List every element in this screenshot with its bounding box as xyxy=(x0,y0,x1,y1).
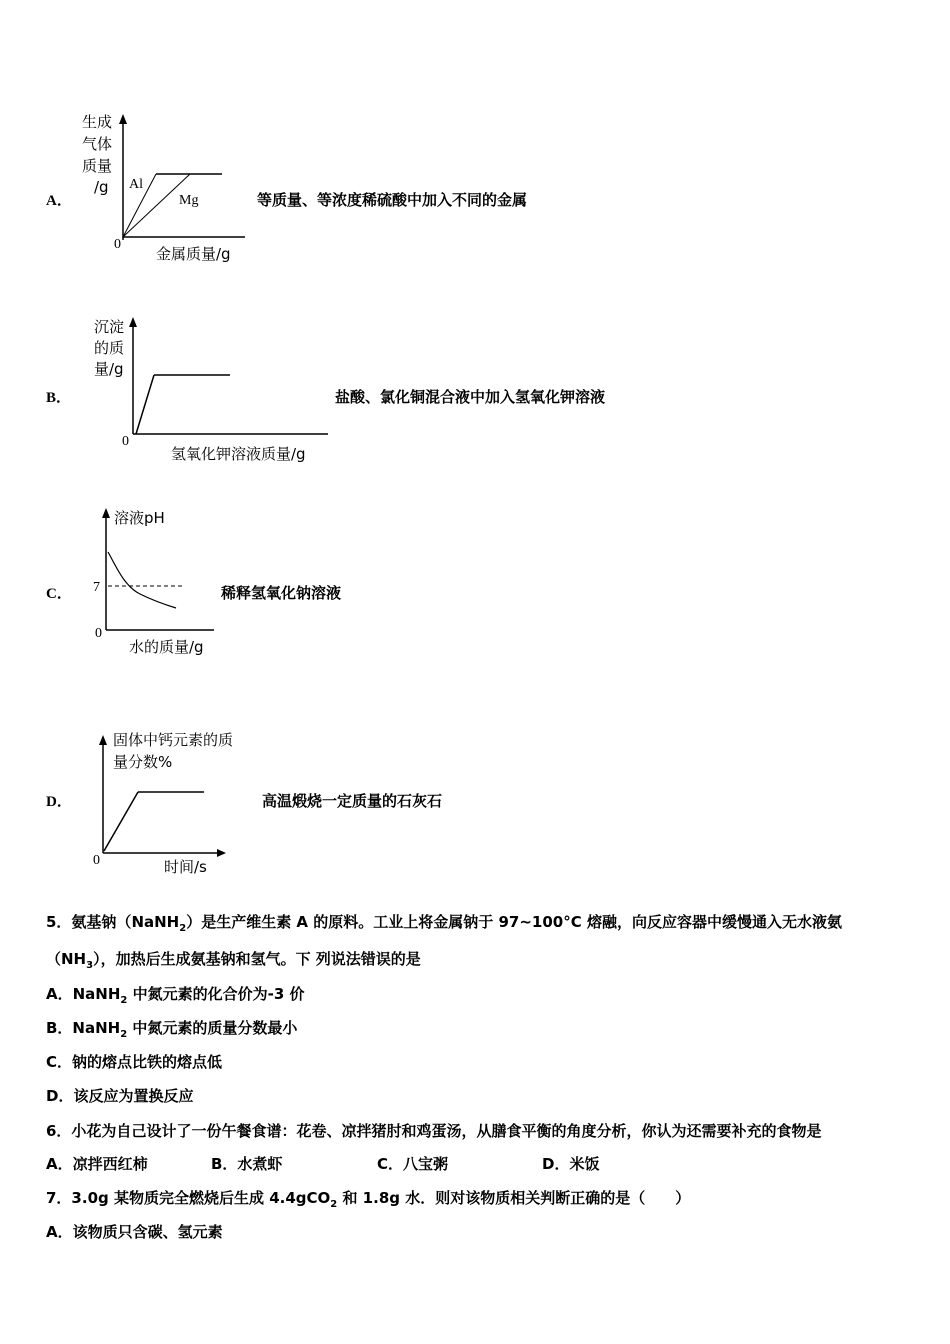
q6-option-c[interactable]: C．八宝粥 xyxy=(377,1155,449,1173)
q5-line1-sub: 2 xyxy=(179,923,187,934)
option-a-description: 等质量、等浓度稀硫酸中加入不同的金属 xyxy=(257,191,528,209)
q5-line1-part-a: 5．氨基钠（NaNH xyxy=(46,913,180,931)
q5-option-b-post: 中氮元素的质量分数最小 xyxy=(127,1019,298,1037)
option-b-description: 盐酸、氯化铜混合液中加入氢氧化钾溶液 xyxy=(335,388,606,406)
graph-d-origin: 0 xyxy=(93,853,100,868)
graph-b-ylabel-3: 量/g xyxy=(94,360,124,378)
q7-stem-sub: 2 xyxy=(330,1199,338,1210)
q5-option-a-post: 中氮元素的化合价为-3 价 xyxy=(127,985,305,1003)
graph-c-xlabel: 水的质量/g xyxy=(129,638,204,656)
q5-option-a[interactable] xyxy=(46,983,304,1006)
q5-option-d-text: D．该反应为置换反应 xyxy=(46,1087,194,1105)
q5-line2-sub: 3 xyxy=(86,960,94,971)
q5-option-a-sub: 2 xyxy=(120,995,128,1006)
graph-a-ylabel-1: 生成 xyxy=(82,113,113,131)
q5-line1-part-b: ）是生产维生素 A 的原料。工业上将金属钠于 97~100°C 熔融，向反应容器中缓慢通入无水液氨 xyxy=(186,913,842,931)
graph-c-origin: 0 xyxy=(95,626,102,641)
option-c-description: 稀释氢氧化钠溶液 xyxy=(221,584,342,602)
option-b-letter: B． xyxy=(46,390,72,406)
q5-option-c-text: C．钠的熔点比铁的熔点低 xyxy=(46,1053,223,1071)
graph-a-xlabel: 金属质量/g xyxy=(156,245,231,263)
q7-stem-part-b: 和 1.8g 水．则对该物质相关判断正确的是（ ） xyxy=(337,1189,691,1207)
q5-line2-part-b: ），加热后生成氨基钠和氢气。下 列说法错误的是 xyxy=(93,950,421,968)
graph-c-ylabel: 溶液pH xyxy=(114,509,165,527)
option-d-description: 高温煅烧一定质量的石灰石 xyxy=(262,792,443,810)
q7-option-a[interactable]: A．该物质只含碳、氢元素 xyxy=(46,1223,223,1241)
q5-option-c[interactable] xyxy=(46,1051,222,1072)
q5-stem-line1 xyxy=(46,911,842,934)
graph-b-ylabel-2: 的质 xyxy=(94,339,125,357)
option-c-letter: C． xyxy=(46,586,72,602)
graph-b-origin: 0 xyxy=(122,434,129,449)
q5-option-b-pre: B．NaNH xyxy=(46,1019,121,1037)
graph-a-ylabel-3: 质量 xyxy=(82,157,113,175)
graph-a-al-label: Al xyxy=(129,177,143,192)
graph-d-xlabel: 时间/s xyxy=(164,858,207,876)
q5-line2-part-a: （NH xyxy=(46,950,87,968)
q6-option-b[interactable]: B．水煮虾 xyxy=(211,1155,283,1173)
graph-a-origin: 0 xyxy=(114,237,121,252)
q6-option-d[interactable]: D．米饭 xyxy=(542,1155,600,1173)
q6-option-a[interactable]: A．凉拌西红柿 xyxy=(46,1155,148,1173)
q5-option-a-pre: A．NaNH xyxy=(46,985,121,1003)
graph-a-ylabel-2: 气体 xyxy=(82,135,113,153)
q5-stem-line2 xyxy=(46,948,421,971)
graph-a-mg-label: Mg xyxy=(179,193,199,208)
graph-d-x-arrow xyxy=(217,849,226,857)
graph-b-ylabel-1: 沉淀 xyxy=(94,318,125,336)
q7-stem-part-a: 7．3.0g 某物质完全燃烧后生成 4.4gCO xyxy=(46,1189,331,1207)
graph-a-ylabel-4: /g xyxy=(94,178,109,196)
graph-c-tick-7: 7 xyxy=(93,580,100,595)
option-d-letter: D． xyxy=(46,794,72,810)
graph-d-ylabel-2: 量分数% xyxy=(113,753,173,771)
q6-stem: 6．小花为自己设计了一份午餐食谱：花卷、凉拌猪肘和鸡蛋汤，从膳食平衡的角度分析，你认为还需要补充的食物是 xyxy=(46,1122,822,1140)
q5-option-d[interactable] xyxy=(46,1085,193,1106)
q7-stem xyxy=(46,1187,690,1210)
graph-d-y-arrow xyxy=(99,735,107,745)
graph-b-xlabel: 氢氧化钾溶液质量/g xyxy=(171,445,306,463)
graph-d-ylabel-1: 固体中钙元素的质 xyxy=(113,731,234,749)
graph-d-rise xyxy=(104,792,138,851)
q5-option-b[interactable] xyxy=(46,1017,297,1040)
option-a-letter: A． xyxy=(46,193,72,209)
q5-option-b-sub: 2 xyxy=(120,1029,128,1040)
